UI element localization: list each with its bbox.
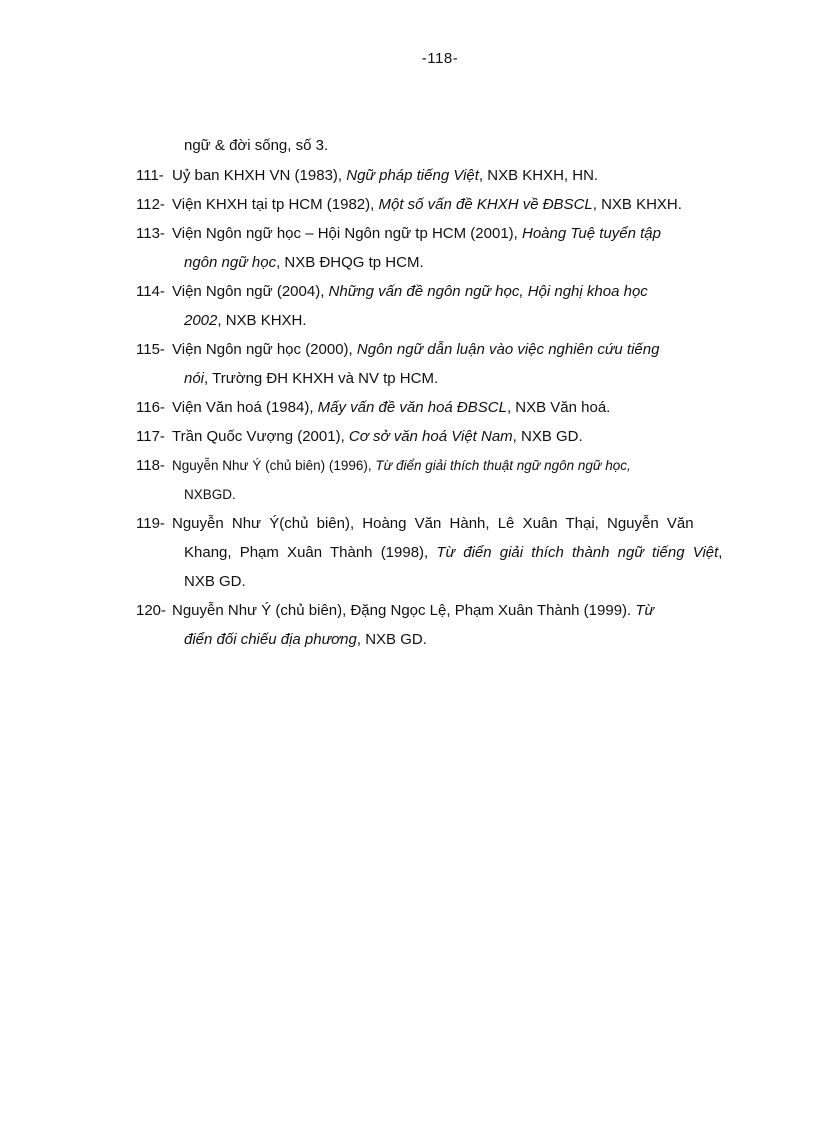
reference-title-cont: nói xyxy=(184,370,205,387)
reference-text: Viện Ngôn ngữ học (2000), xyxy=(172,341,357,358)
reference-publisher: , NXB KHXH, HN. xyxy=(478,167,599,184)
reference-text: Viện Ngôn ngữ học – Hội Ngôn ngữ tp HCM (2001), xyxy=(172,225,522,242)
reference-text: Nguyễn Như Ý (chủ biên) (1996), xyxy=(172,458,376,473)
reference-publisher: , NXB GD. xyxy=(512,428,583,445)
reference-number: 119- xyxy=(136,515,165,532)
reference-number: 117- xyxy=(136,428,165,445)
reference-title: Cơ sở văn hoá Việt Nam xyxy=(348,428,513,445)
reference-title: Ngữ pháp tiếng Việt xyxy=(346,167,479,184)
page-number: -118- xyxy=(421,50,459,67)
reference-text: Uỷ ban KHXH VN (1983), xyxy=(172,167,347,184)
reference-number: 120- xyxy=(136,602,167,619)
reference-title: Những vấn đề ngôn ngữ học, Hội nghị khoa học xyxy=(328,283,648,300)
reference-item xyxy=(136,219,756,277)
reference-list xyxy=(136,130,756,654)
reference-item xyxy=(136,335,756,393)
reference-text: Nguyễn Như Ý (chủ biên), Đặng Ngọc Lệ, Phạm Xuân Thành (1999). xyxy=(172,602,636,619)
reference-item xyxy=(136,161,756,190)
reference-text: Viện KHXH tại tp HCM (1982), xyxy=(172,196,379,213)
reference-number: 113- xyxy=(136,225,165,242)
reference-publisher: NXB GD. xyxy=(184,573,246,590)
reference-title: Từ điển giải thích thuật ngữ ngôn ngữ học, xyxy=(375,458,631,473)
reference-item xyxy=(136,451,756,509)
reference-text: Trần Quốc Vượng (2001), xyxy=(172,428,349,445)
reference-title-cont: điển đối chiếu địa phương xyxy=(184,631,357,648)
reference-number: 118- xyxy=(136,457,165,474)
reference-title: Hoàng Tuệ tuyển tập xyxy=(522,225,661,242)
reference-title: Từ xyxy=(635,602,655,619)
reference-text: Nguyễn Như Ý(chủ biên), Hoàng Văn Hành, Lê Xuân Thại, Nguyễn Văn xyxy=(172,515,694,532)
reference-number: 112- xyxy=(136,196,165,213)
reference-title: Từ điển giải thích thành ngữ tiếng Việt xyxy=(436,544,719,561)
reference-publisher: , NXB KHXH. xyxy=(217,312,307,329)
reference-title-cont: ngôn ngữ học xyxy=(184,254,277,271)
reference-item xyxy=(136,190,756,219)
reference-item xyxy=(136,509,756,596)
reference-publisher: , Trường ĐH KHXH và NV tp HCM. xyxy=(204,370,439,387)
reference-punct: , xyxy=(718,544,723,561)
reference-number: 114- xyxy=(136,283,165,300)
reference-item xyxy=(136,422,756,451)
reference-publisher: , NXB GD. xyxy=(356,631,427,648)
reference-item xyxy=(136,277,756,335)
reference-number: 111- xyxy=(136,167,164,184)
reference-publisher: , NXB KHXH. xyxy=(592,196,682,213)
reference-title: Mấy vấn đề văn hoá ĐBSCL xyxy=(317,399,507,416)
reference-text-cont: Khang, Phạm Xuân Thành (1998), xyxy=(184,544,437,561)
reference-number: 116- xyxy=(136,399,165,416)
reference-title: Một số vấn đề KHXH về ĐBSCL xyxy=(378,196,593,213)
reference-title: Ngôn ngữ dẫn luận vào việc nghiên cứu tiếng xyxy=(356,341,660,358)
reference-title-cont: 2002 xyxy=(184,312,218,329)
reference-publisher: , NXB ĐHQG tp HCM. xyxy=(276,254,424,271)
reference-publisher: , NXB Văn hoá. xyxy=(506,399,611,416)
reference-continuation: ngữ & đời sống, số 3. xyxy=(184,137,329,154)
reference-number: 115- xyxy=(136,341,165,358)
reference-item xyxy=(136,393,756,422)
reference-item xyxy=(136,596,756,654)
reference-text: Viện Ngôn ngữ (2004), xyxy=(172,283,329,300)
reference-text: Viện Văn hoá (1984), xyxy=(172,399,318,416)
reference-publisher: NXBGD. xyxy=(184,487,236,502)
